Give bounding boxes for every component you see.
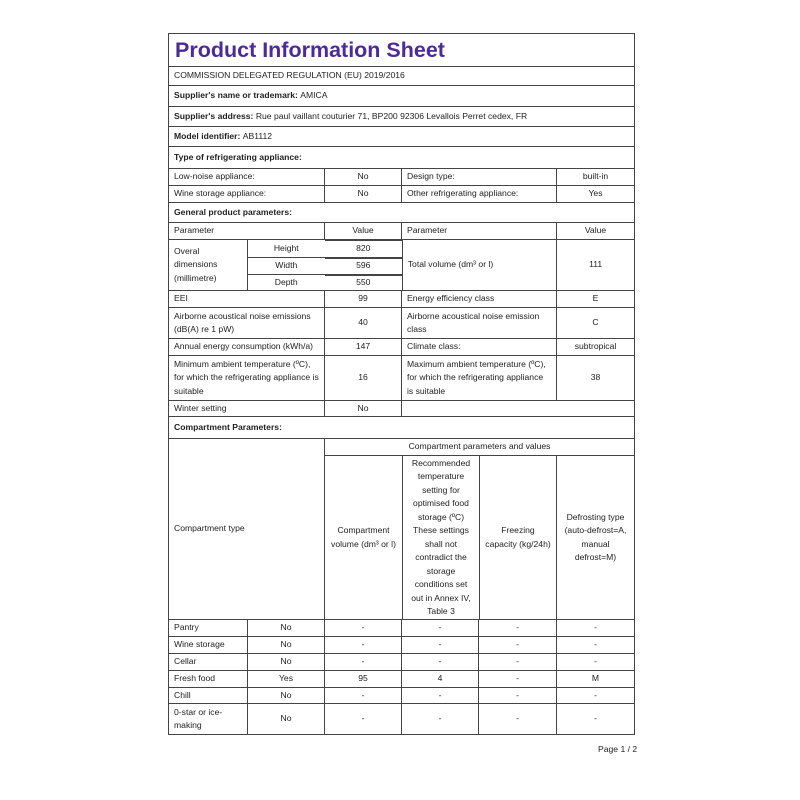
general-row <box>169 307 634 338</box>
param-label: Airborne acoustical noise emission class <box>401 308 556 338</box>
compartment-defrost: M <box>556 671 634 687</box>
param-label: Climate class: <box>401 339 556 355</box>
type-value: No <box>324 169 401 185</box>
compartment-type-header: Compartment type <box>174 523 245 534</box>
compartment-freezing: - <box>478 654 556 670</box>
compartment-section-heading: Compartment Parameters: <box>174 421 282 432</box>
compartment-defrost: - <box>556 637 634 653</box>
param-value: 40 <box>324 308 401 338</box>
page-title: Product Information Sheet <box>175 38 445 62</box>
param-label: Annual energy consumption (kWh/a) <box>174 341 314 352</box>
compartment-name: Wine storage <box>174 639 225 650</box>
compartment-group-header: Compartment parameters and values <box>325 439 634 456</box>
param-value: 16 <box>324 356 401 400</box>
winter-value: No <box>324 401 401 416</box>
compartment-volume: - <box>324 704 401 734</box>
dimensions-row <box>169 239 634 290</box>
supplier-name-label: Supplier's name or trademark: <box>174 90 298 101</box>
column-header: Value <box>556 223 634 239</box>
compartment-row <box>169 619 634 636</box>
temperature-header: Recommended temperature setting for optimised food storage (ºC) These settings shall not contradict the storage conditions set out in Annex IV, Table 3 <box>402 456 479 620</box>
product-information-sheet <box>168 33 635 735</box>
compartment-name: Cellar <box>174 656 197 667</box>
compartment-freezing: - <box>478 620 556 636</box>
defrost-header: Defrosting type (auto-defrost=A, manual defrost=M) <box>556 456 634 620</box>
compartment-defrost: - <box>556 704 634 734</box>
compartment-freezing: - <box>478 637 556 653</box>
type-row <box>169 168 634 185</box>
compartment-name: 0-star or ice-making <box>174 706 223 730</box>
volume-value: 111 <box>556 240 634 290</box>
title-row <box>169 34 634 66</box>
param-value: E <box>556 291 634 307</box>
volume-header: Compartment volume (dm³ or l) <box>331 525 396 549</box>
general-row <box>169 338 634 355</box>
param-label: Minimum ambient temperature (ºC), for which the refrigerating appliance is suitable <box>174 358 319 396</box>
param-label: Maximum ambient temperature (ºC), for which the refrigerating appliance is suitable <box>401 356 556 400</box>
compartment-present: No <box>247 704 324 734</box>
param-label: EEI <box>174 293 188 304</box>
regulation-text: COMMISSION DELEGATED REGULATION (EU) 2019/2016 <box>174 70 405 81</box>
compartment-header-row <box>169 438 634 619</box>
general-header-row <box>169 222 634 239</box>
model-value: AB1112 <box>242 130 273 141</box>
param-value: 38 <box>556 356 634 400</box>
supplier-address-value: Rue paul vaillant couturier 71, BP200 92306 Levallois Perret cedex, FR <box>255 110 528 121</box>
volume-label: Total volume (dm³ or l) <box>402 240 556 290</box>
type-label: Low-noise appliance: <box>174 171 255 182</box>
width-label: Width <box>275 259 298 270</box>
compartment-row <box>169 687 634 703</box>
compartment-volume: - <box>324 637 401 653</box>
compartment-temp: - <box>401 620 478 636</box>
compartment-volume: - <box>324 688 401 703</box>
param-value: 99 <box>324 291 401 307</box>
type-value: built-in <box>556 169 634 185</box>
freezing-header: Freezing capacity (kg/24h) <box>479 456 556 620</box>
compartment-row <box>169 653 634 670</box>
column-header: Parameter <box>174 225 215 236</box>
supplier-name-value: AMICA <box>300 90 328 101</box>
compartment-freezing: - <box>478 688 556 703</box>
supplier-address-label: Supplier's address: <box>174 110 254 121</box>
general-row <box>169 355 634 400</box>
height-value: 820 <box>325 240 402 257</box>
column-header: Parameter <box>401 223 556 239</box>
compartment-temp: - <box>401 654 478 670</box>
compartment-defrost: - <box>556 620 634 636</box>
compartment-freezing: - <box>478 704 556 734</box>
compartment-defrost: - <box>556 654 634 670</box>
compartment-present: No <box>247 637 324 653</box>
general-row <box>169 290 634 307</box>
param-value: 147 <box>324 339 401 355</box>
compartment-volume: - <box>324 654 401 670</box>
model-label: Model identifier: <box>174 130 241 141</box>
column-header: Value <box>324 223 401 239</box>
empty-cell <box>401 401 634 416</box>
supplier-address-row <box>169 106 634 126</box>
type-label: Design type: <box>401 169 556 185</box>
param-label: Energy efficiency class <box>401 291 556 307</box>
compartment-volume: - <box>324 620 401 636</box>
dimensions-label: Overal dimensions (millimetre) <box>174 245 218 283</box>
supplier-name-row <box>169 85 634 106</box>
compartment-temp: - <box>401 688 478 703</box>
regulation-row <box>169 66 634 85</box>
compartment-defrost: - <box>556 688 634 703</box>
compartment-temp: 4 <box>401 671 478 687</box>
winter-label: Winter setting <box>174 402 227 413</box>
type-label: Wine storage appliance: <box>174 188 267 199</box>
compartment-freezing: - <box>478 671 556 687</box>
compartment-present: Yes <box>247 671 324 687</box>
compartment-name: Chill <box>174 689 191 700</box>
depth-value: 550 <box>325 275 402 291</box>
general-section-row <box>169 202 634 222</box>
winter-row <box>169 400 634 416</box>
type-row <box>169 185 634 202</box>
param-value: subtropical <box>556 339 634 355</box>
depth-label: Depth <box>274 276 298 287</box>
compartment-volume: 95 <box>324 671 401 687</box>
compartment-present: No <box>247 654 324 670</box>
compartment-name: Pantry <box>174 622 199 633</box>
param-value: C <box>556 308 634 338</box>
type-section-row <box>169 146 634 168</box>
compartment-present: No <box>247 620 324 636</box>
compartment-row <box>169 703 634 734</box>
type-value: Yes <box>556 186 634 202</box>
compartment-row <box>169 670 634 687</box>
height-label: Height <box>273 242 299 253</box>
type-value: No <box>324 186 401 202</box>
model-row <box>169 126 634 146</box>
compartment-temp: - <box>401 704 478 734</box>
type-section-heading: Type of refrigerating appliance: <box>174 151 302 162</box>
page-number: Page 1 / 2 <box>598 744 638 754</box>
compartment-section-row <box>169 416 634 438</box>
general-section-heading: General product parameters: <box>174 206 292 217</box>
type-label: Other refrigerating appliance: <box>401 186 556 202</box>
param-label: Airborne acoustical noise emissions (dB(A) re 1 pW) <box>174 310 311 334</box>
compartment-row <box>169 636 634 653</box>
compartment-name: Fresh food <box>174 673 216 684</box>
width-value: 596 <box>325 258 402 274</box>
compartment-present: No <box>247 688 324 703</box>
compartment-temp: - <box>401 637 478 653</box>
